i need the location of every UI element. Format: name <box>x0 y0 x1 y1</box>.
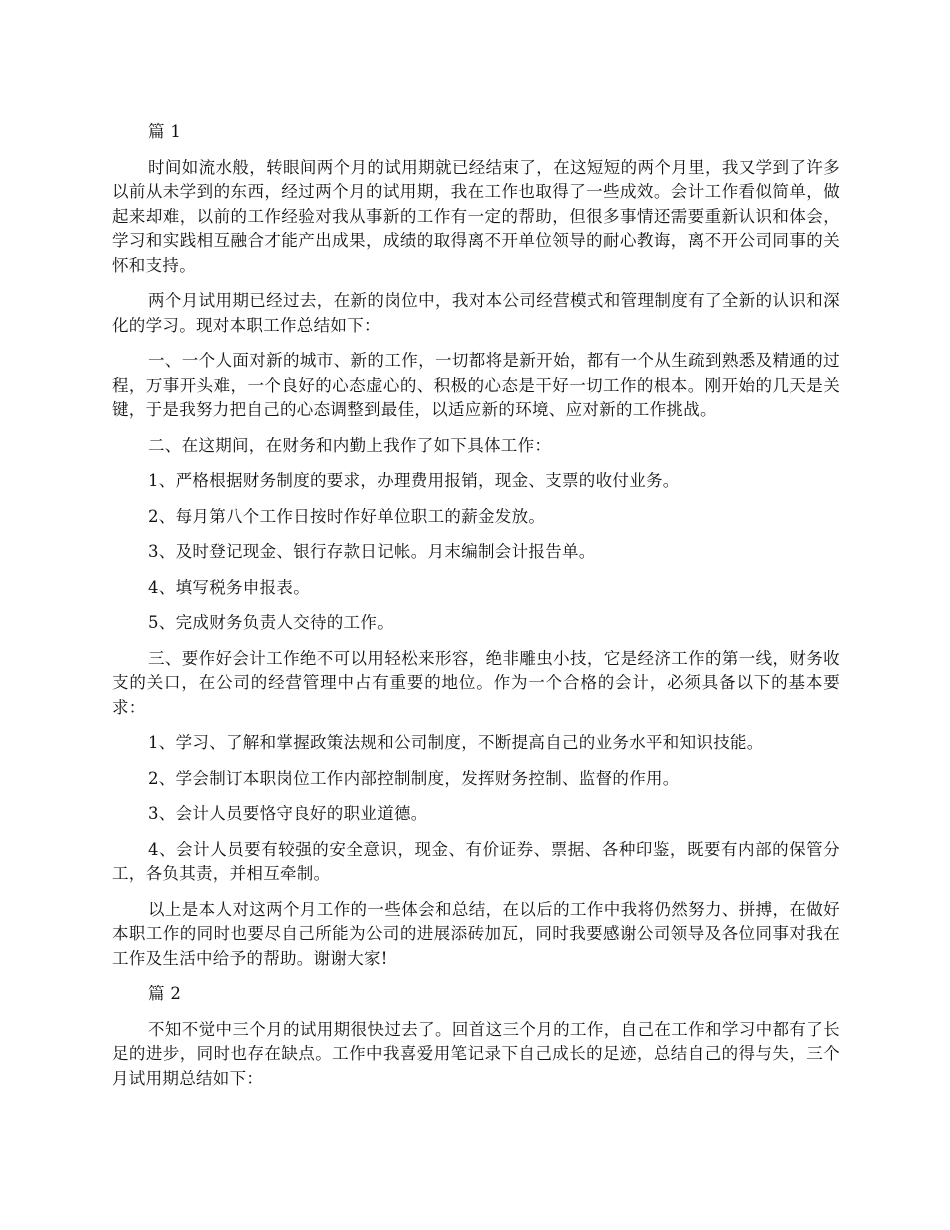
paragraph: 以上是本人对这两个月工作的一些体会和总结，在以后的工作中我将仍然努力、拼搏，在做好本职工作的同时也要尽自己所能为公司的进展添砖加瓦，同时我要感谢公司领导及各位同事对我在工作及生活中给予的帮助。谢谢大家! <box>112 899 840 968</box>
list-item: 4、会计人员要有较强的安全意识，现金、有价证券、票据、各种印鉴，既要有内部的保管分工，各负其责，并相互牵制。 <box>112 839 840 883</box>
list-item: 2、学会制订本职岗位工作内部控制制度，发挥财务控制、监督的作用。 <box>148 768 680 788</box>
list-item: 3、及时登记现金、银行存款日记帐。月末编制会计报告单。 <box>148 542 596 561</box>
paragraph: 三、要作好会计工作绝不可以用轻松来形容，绝非雕虫小技，它是经济工作的第一线，财务收支的关口，在公司的经营管理中占有重要的地位。作为一个合格的会计，必须具备以下的基本要求： <box>112 648 840 717</box>
section-heading-2: 篇 2 <box>148 984 182 1003</box>
paragraph: 两个月试用期已经过去，在新的岗位中，我对本公司经营模式和管理制度有了全新的认识和深化的学习。现对本职工作总结如下： <box>112 291 840 335</box>
paragraph: 一、一个人面对新的城市、新的工作，一切都将是新开始，都有一个从生疏到熟悉及精通的过程，万事开头难，一个良好的心态虚心的、积极的心态是干好一切工作的根本。刚开始的几天是关键，于是我努力把自己的心态调整到最佳，以适应新的环境、应对新的工作挑战。 <box>112 351 840 419</box>
list-item: 2、每月第八个工作日按时作好单位职工的薪金发放。 <box>148 506 546 526</box>
document-body <box>112 120 840 1102</box>
list-item: 4、填写税务申报表。 <box>148 577 310 597</box>
list-item: 5、完成财务负责人交待的工作。 <box>148 613 394 632</box>
list-item: 1、严格根据财务制度的要求，办理费用报销，现金、支票的收付业务。 <box>148 471 680 490</box>
section-heading-1: 篇 1 <box>148 122 182 141</box>
list-item: 1、学习、了解和掌握政策法规和公司制度，不断提高自己的业务水平和知识技能。 <box>148 733 764 752</box>
paragraph: 二、在这期间，在财务和内勤上我作了如下具体工作： <box>148 435 552 455</box>
paragraph: 时间如流水般，转眼间两个月的试用期就已经结束了，在这短短的两个月里，我又学到了许多以前从未学到的东西，经过两个月的试用期，我在工作也取得了一些成效。会计工作看似简单，做起来却难，以前的工作经验对我从事新的工作有一定的帮助，但很多事情还需要重新认识和体会，学习和实践相互融合才能产出成果，成绩的取得离不开单位领导的耐心教诲，离不开公司同事的关怀和支持。 <box>112 157 840 275</box>
paragraph: 不知不觉中三个月的试用期很快过去了。回首这三个月的工作，自己在工作和学习中都有了长足的进步，同时也存在缺点。工作中我喜爱用笔记录下自己成长的足迹，总结自己的得与失，三个月试用期总结如下： <box>112 1019 840 1088</box>
list-item: 3、会计人员要恪守良好的职业道德。 <box>148 804 428 823</box>
